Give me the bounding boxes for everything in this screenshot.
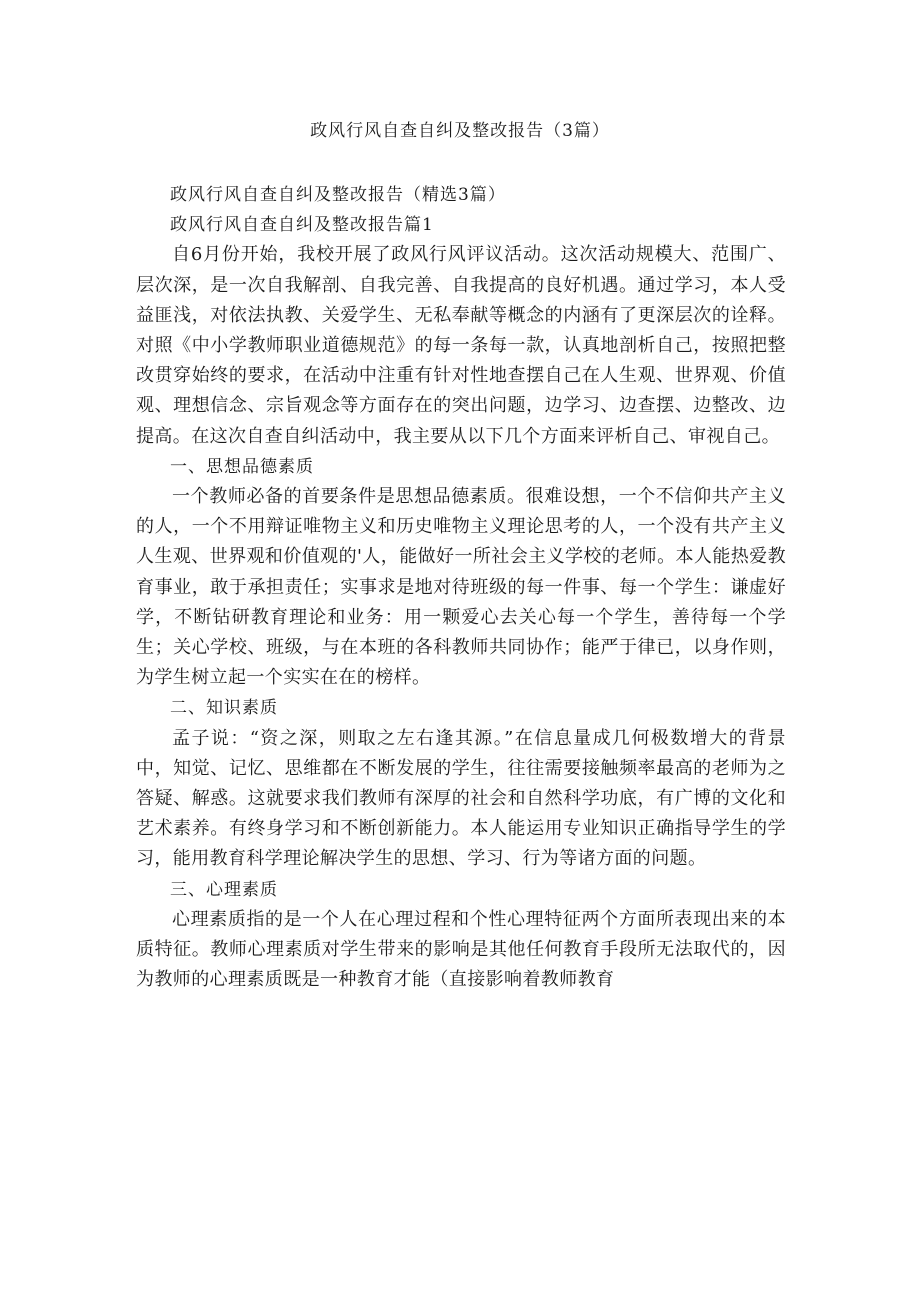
heading-psychological-quality: 三、心理素质 bbox=[170, 879, 278, 900]
knowledge-quality-paragraph: 孟子说：“资之深，则取之左右逢其源。”在信息量成几何极数增大的背景中，知觉、记忆、思维都在不断发展的学生，往往需要接触频率最高的老师为之答疑、解惑。这就要求我们教师有深厚的社会和自然科学功底，有广博的文化和艺术素养。有终身学习和不断创新能力。本人能运用专业知识正确指导学生的学习，能用教育科学理论解决学生的思想、学习、行为等诸方面的问题。 bbox=[136, 727, 786, 870]
psychological-quality-paragraph: 心理素质指的是一个人在心理过程和个性心理特征两个方面所表现出来的本质特征。教师心理素质对学生带来的影响是其他任何教育手段所无法取代的，因为教师的心理素质既是一种教育才能（直接影响着教师教育 bbox=[136, 908, 786, 991]
document-title: 政风行风自查自纠及整改报告（3篇） bbox=[310, 121, 610, 141]
document-body bbox=[136, 180, 786, 995]
intro-paragraph: 自6月份开始，我校开展了政风行风评议活动。这次活动规模大、范围广、层次深，是一次自我解剖、自我完善、自我提高的良好机遇。通过学习，本人受益匪浅，对依法执教、关爱学生、无私奉献等概念的内涵有了更深层次的诠释。对照《中小学教师职业道德规范》的每一条每一款，认真地剖析自己，按照把整改贯穿始终的要求，在活动中注重有针对性地查摆自己在人生观、世界观、价值观、理想信念、宗旨观念等方面存在的突出问题，边学习、边查摆、边整改、边提高。在这次自查自纠活动中，我主要从以下几个方面来评析自己、审视自己。 bbox=[136, 244, 786, 447]
moral-quality-paragraph: 一个教师必备的首要条件是思想品德素质。很难设想，一个不信仰共产主义的人，一个不用辩证唯物主义和历史唯物主义理论思考的人，一个没有共产主义人生观、世界观和价值观的'人，能做好一所社会主义学校的老师。本人能热爱教育事业，敢于承担责任；实事求是地对待班级的每一件事、每一个学生：谦虚好学，不断钻研教育理论和业务：用一颗爱心去关心每一个学生，善待每一个学生；关心学校、班级，与在本班的各科教师共同协作；能严于律已，以身作则，为学生树立起一个实实在在的榜样。 bbox=[136, 486, 786, 689]
document-subtitle: 政风行风自查自纠及整改报告（精选3篇） bbox=[170, 185, 506, 205]
heading-knowledge-quality: 二、知识素质 bbox=[170, 698, 278, 719]
heading-moral-quality: 一、思想品德素质 bbox=[170, 456, 314, 477]
section-title: 政风行风自查自纠及整改报告篇1 bbox=[170, 215, 434, 236]
